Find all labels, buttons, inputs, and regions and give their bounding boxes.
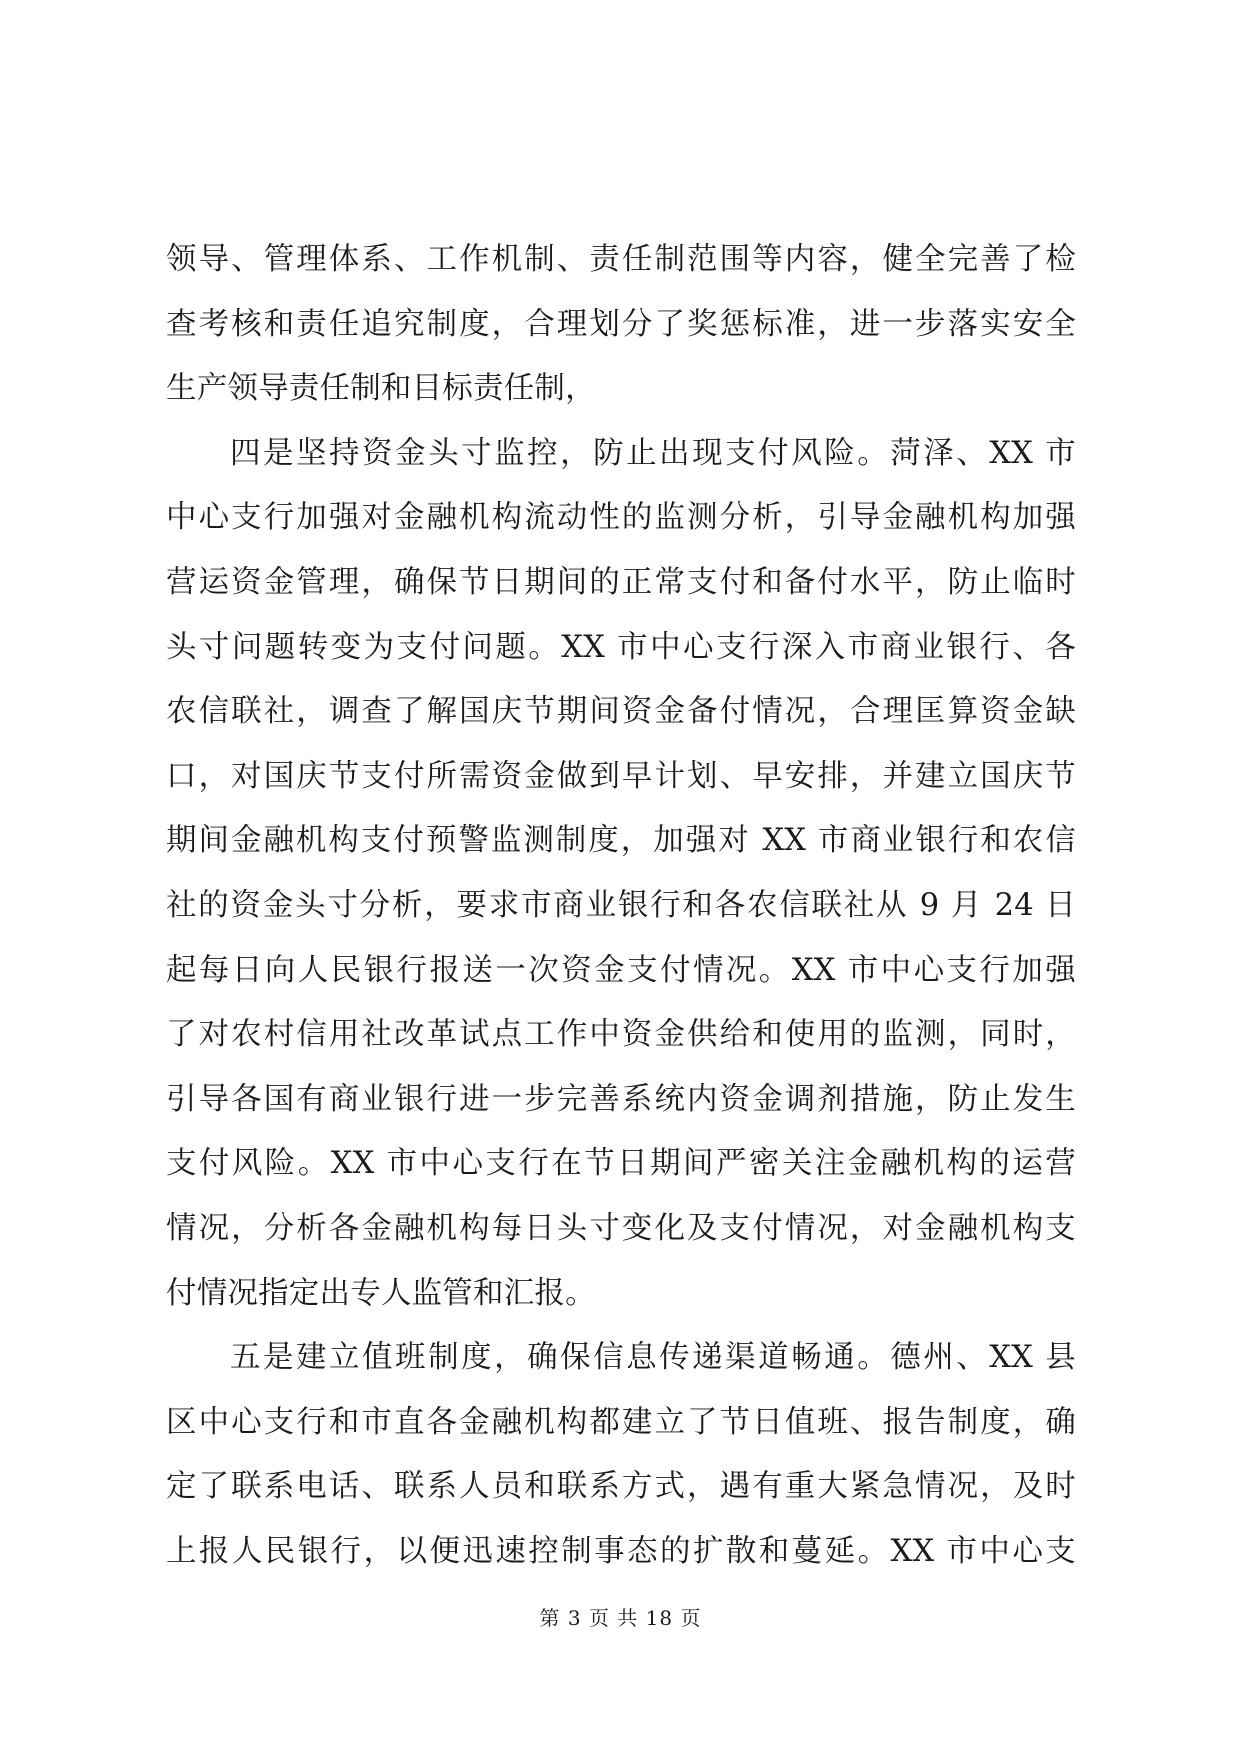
text-line: 起每日向人民银行报送一次资金支付情况。XX 市中心支行加强: [166, 952, 1076, 988]
text-line: 查考核和责任追究制度，合理划分了奖惩标准，进一步落实安全: [166, 306, 1076, 342]
text-line: 定了联系电话、联系人员和联系方式，遇有重大紧急情况，及时: [166, 1469, 1076, 1505]
text-line: 付情况指定出专人监管和汇报。: [166, 1275, 596, 1311]
text-line: 营运资金管理，确保节日期间的正常支付和备付水平，防止临时: [166, 564, 1076, 600]
text-line: 上报人民银行，以便迅速控制事态的扩散和蔓延。XX 市中心支: [166, 1533, 1076, 1569]
text-line: 口，对国庆节支付所需资金做到早计划、早安排，并建立国庆节: [166, 758, 1076, 794]
text-line: 社的资金头寸分析，要求市商业银行和各农信联社从 9 月 24 日: [166, 887, 1076, 923]
text-line: 生产领导责任制和目标责任制，: [166, 371, 596, 407]
text-line: 农信联社，调查了解国庆节期间资金备付情况，合理匡算资金缺: [166, 694, 1076, 730]
text-line: 中心支行加强对金融机构流动性的监测分析，引导金融机构加强: [166, 500, 1076, 536]
text-line: 区中心支行和市直各金融机构都建立了节日值班、报告制度，确: [166, 1404, 1076, 1440]
text-line: 四是坚持资金头寸监控，防止出现支付风险。菏泽、XX 市: [230, 435, 1076, 471]
text-line: 了对农村信用社改革试点工作中资金供给和使用的监测，同时，: [166, 1017, 1076, 1053]
text-line: 头寸问题转变为支付问题。XX 市中心支行深入市商业银行、各: [166, 629, 1076, 665]
text-line: 情况，分析各金融机构每日头寸变化及支付情况，对金融机构支: [166, 1210, 1076, 1246]
text-line: 期间金融机构支付预警监测制度，加强对 XX 市商业银行和农信: [166, 823, 1076, 859]
page-number-footer: 第 3 页 共 18 页: [539, 1606, 702, 1630]
text-line: 领导、管理体系、工作机制、责任制范围等内容，健全完善了检: [166, 242, 1076, 277]
text-line: 引导各国有商业银行进一步完善系统内资金调剂措施，防止发生: [166, 1081, 1076, 1117]
document-body: [166, 228, 1076, 1584]
text-line: 支付风险。XX 市中心支行在节日期间严密关注金融机构的运营: [166, 1146, 1076, 1182]
text-line: 五是建立值班制度，确保信息传递渠道畅通。德州、XX 县: [230, 1340, 1076, 1376]
